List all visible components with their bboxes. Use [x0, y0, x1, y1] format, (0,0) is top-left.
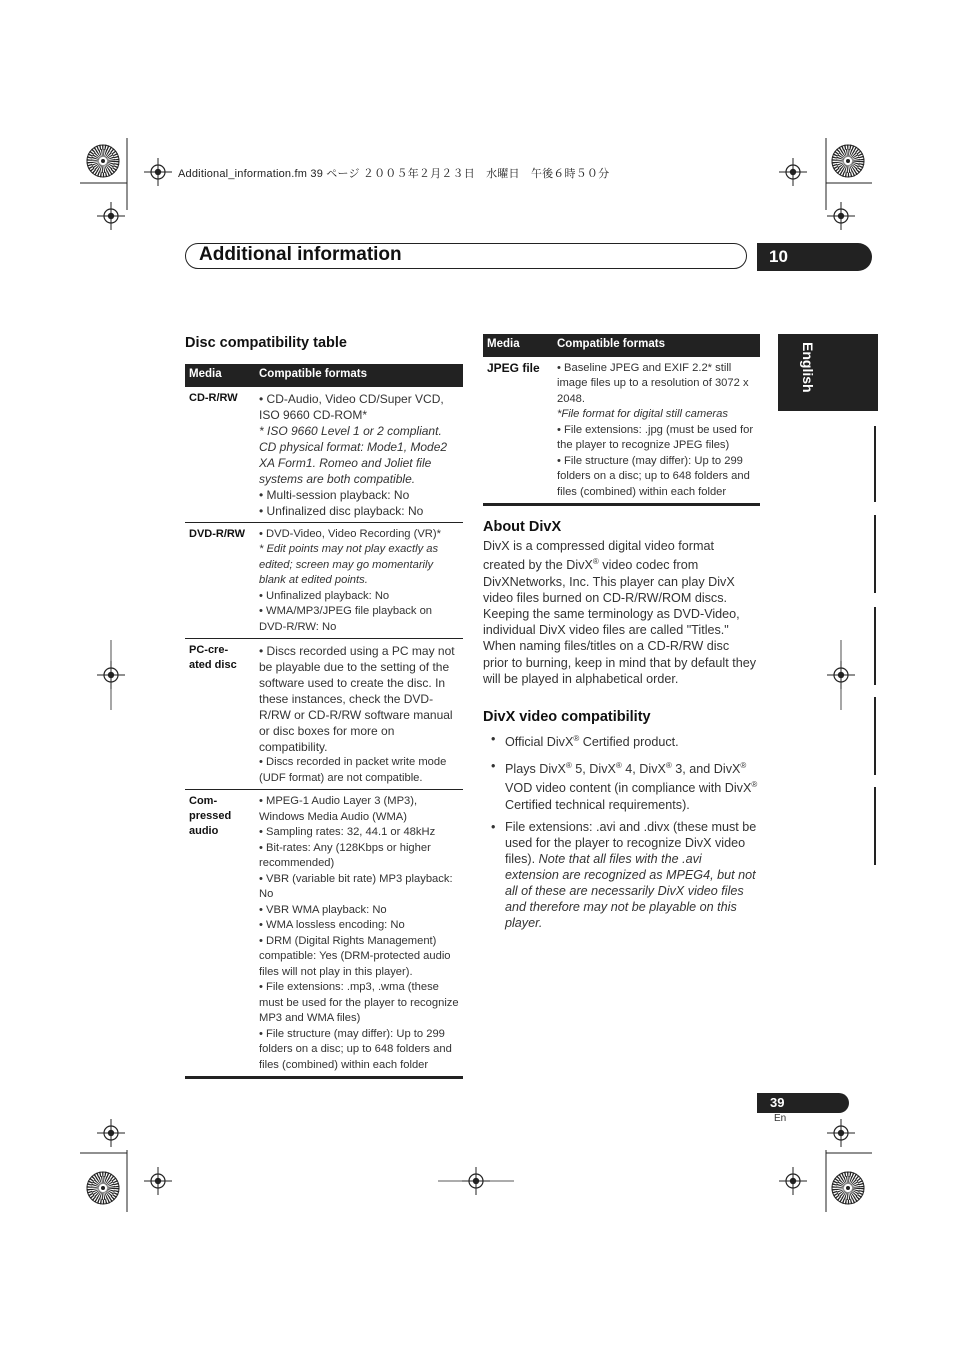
column-header: Compatible formats — [255, 364, 463, 386]
media-cell: JPEG file — [483, 356, 553, 505]
language-tab-label: English — [800, 342, 816, 393]
registered-mark: ® — [592, 557, 599, 567]
format-line: • DVD-Video, Video Recording (VR)* — [259, 527, 441, 540]
disc-compat-heading: Disc compatibility table — [185, 335, 347, 351]
table-row — [185, 522, 463, 639]
media-cell: CD-R/RW — [185, 386, 255, 522]
about-divx-text — [483, 538, 757, 687]
table-row — [185, 639, 463, 790]
about-divx-text-part: DivX is a compressed digital video format created by the DivX — [483, 539, 714, 573]
format-line: • Unfinalized disc playback: No — [259, 503, 424, 518]
table-row — [483, 356, 760, 505]
text: File extensions: .avi and .divx (these must be used for the player to recognize DivX video files). — [505, 819, 757, 866]
side-rule — [874, 607, 876, 685]
text: Plays DivX — [505, 762, 566, 777]
format-line: • MPEG-1 Audio Layer 3 (MP3), Windows Media Audio (WMA) — [259, 795, 418, 823]
format-line: • VBR WMA playback: No — [259, 903, 387, 916]
registered-mark: ® — [751, 780, 758, 790]
text: VOD video content (in compliance with DivX — [505, 781, 752, 796]
list-item — [483, 819, 758, 931]
formats-cell — [255, 386, 463, 522]
divx-compat-heading: DivX video compatibility — [483, 709, 651, 725]
format-line: • Unfinalized playback: No — [259, 589, 390, 602]
list-item — [483, 758, 758, 812]
table-row — [185, 790, 463, 1078]
formats-cell — [255, 790, 463, 1078]
format-line: • File extensions: .jpg (must be used for the player to recognize JPEG files) — [557, 423, 754, 451]
jpeg-compat-table — [483, 334, 760, 506]
side-rule — [874, 787, 876, 865]
format-line: • File structure (may differ): Up to 299 folders on a disc; up to 648 folders and files (combined) within each folder — [259, 1027, 452, 1071]
formats-cell — [255, 522, 463, 639]
formats-cell — [553, 356, 760, 505]
formats-cell — [255, 639, 463, 790]
disc-compat-table — [185, 364, 463, 1079]
file-header: Additional_information.fm 39 ページ ２００５年２月２３日 水曜日 午後６時５０分 — [178, 168, 610, 180]
registered-mark: ® — [615, 761, 622, 771]
format-line: • File extensions: .mp3, .wma (these must be used for the player to recognize MP3 and WMA files) — [259, 981, 459, 1024]
media-cell: PC-cre- ated disc — [185, 639, 255, 790]
registered-mark: ® — [740, 761, 747, 771]
page-number: 39 — [757, 1093, 849, 1113]
text: Certified technical requirements). — [505, 797, 690, 812]
format-line: • Multi-session playback: No — [259, 487, 410, 502]
page-language: En — [774, 1113, 787, 1124]
registered-mark: ® — [665, 761, 672, 771]
format-line: • Discs recorded using a PC may not be playable due to the setting of the software used to create the disc. In these instances, check the DVD-R/RW or CD-R/RW software manual or disc boxes for more on compatibility. — [259, 644, 455, 754]
registered-mark: ® — [565, 761, 572, 771]
side-rule — [874, 426, 876, 502]
column-header: Media — [483, 334, 553, 356]
divx-compat-list — [483, 731, 758, 937]
format-line: • Bit-rates: Any (128Kbps or higher recommended) — [259, 841, 431, 869]
text: 3, and DivX — [671, 762, 741, 777]
side-rule — [874, 697, 876, 775]
about-divx-text-part: video codec from DivXNetworks, Inc. This player can play DivX video files burned on CD-R/RW/ROM discs. Keeping the same terminology as DVD-Video, individual DivX video files are called "Titles." When naming files/titles on a CD-R/RW disc prior to burning, keep in mind that by default they will be played in alphabetical order. — [483, 558, 757, 686]
format-note: * ISO 9660 Level 1 or 2 compliant. CD physical format: Mode1, Mode2 XA Form1. Romeo and Joliet file systems are both compatible. — [259, 423, 448, 486]
format-line: • File structure (may differ): Up to 299 folders on a disc; up to 648 folders and files (combined) within each folder — [557, 454, 750, 498]
column-header: Media — [185, 364, 255, 386]
list-item — [483, 731, 758, 750]
chapter-number: 10 — [757, 243, 872, 271]
text: 5, DivX — [571, 762, 616, 777]
format-line: • Sampling rates: 32, 44.1 or 48kHz — [259, 826, 436, 838]
format-line: • VBR (variable bit rate) MP3 playback: No — [259, 872, 453, 900]
format-line: • Baseline JPEG and EXIF 2.2* still image files up to a resolution of 3072 x 2048. — [557, 361, 749, 405]
table-row — [185, 386, 463, 522]
language-tab — [778, 334, 878, 411]
text: Official DivX — [505, 735, 574, 750]
text: 4, DivX — [621, 762, 666, 777]
format-line: • DRM (Digital Rights Management) compatible: Yes (DRM-protected audio files will not play in this player). — [259, 934, 451, 978]
media-cell: Com- pressed audio — [185, 790, 255, 1078]
media-cell: DVD-R/RW — [185, 522, 255, 639]
text-italic: Note that all files with the .avi extension are recognized as MPEG4, but not all of these are necessarily DivX video files and therefore may not be playable on this player. — [505, 851, 756, 930]
side-rule — [874, 515, 876, 593]
about-divx-heading: About DivX — [483, 519, 562, 535]
text: Certified product. — [579, 735, 679, 750]
column-header: Compatible formats — [553, 334, 760, 356]
format-line: • Discs recorded in packet write mode (UDF format) are not compatible. — [259, 756, 447, 784]
format-line: • CD-Audio, Video CD/Super VCD, ISO 9660 CD-ROM* — [259, 391, 444, 422]
format-note: * Edit points may not play exactly as edited; screen may go momentarily blank at edited points. — [259, 543, 439, 586]
chapter-title: Additional information — [199, 244, 402, 265]
format-line: • WMA/MP3/JPEG file playback on DVD-R/RW: No — [259, 605, 433, 633]
format-note: *File format for digital still cameras — [557, 408, 728, 420]
format-line: • WMA lossless encoding: No — [259, 919, 405, 931]
registered-mark: ® — [573, 734, 580, 743]
